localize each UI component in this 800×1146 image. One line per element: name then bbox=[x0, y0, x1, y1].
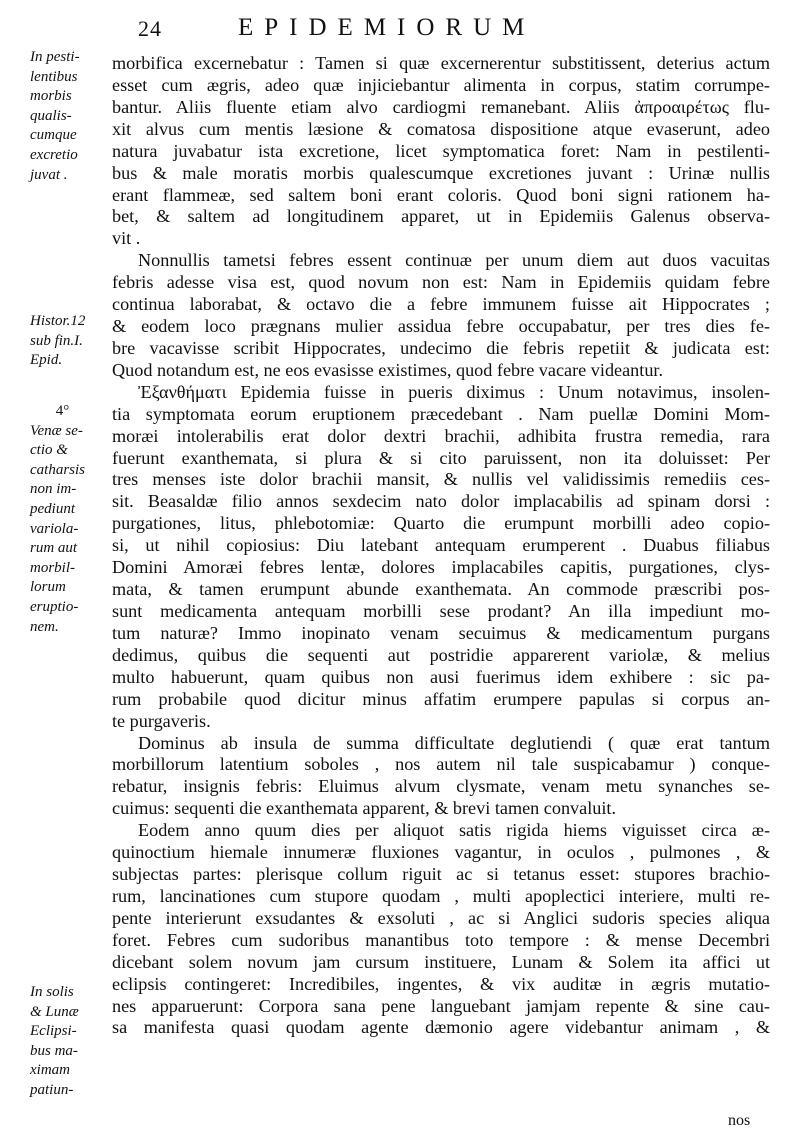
text-line: erant flammeæ, sed saltem boni erant coloris. Quod boni signi rationem ha- bbox=[112, 184, 770, 205]
text-line: tum naturæ? Immo inopinato venam secuimus & medicamentum purgans bbox=[112, 622, 770, 643]
text-line: bre vacavisse scribit Hippocrates, undecimo die febris repetiit & judicata est: bbox=[112, 337, 770, 358]
margin-note-line: morbis bbox=[30, 88, 72, 105]
margin-note-line: morbil- bbox=[30, 559, 75, 576]
margin-note-line: Eclipsi- bbox=[30, 1023, 77, 1040]
margin-note-line: catharsis bbox=[30, 461, 86, 478]
text-line: bet, & saltem ad longitudinem apparet, ut in Epidemiis Galenus observa- bbox=[112, 206, 770, 227]
margin-note-line: ximam bbox=[30, 1062, 70, 1079]
margin-note-line: nem. bbox=[30, 618, 59, 635]
text-line: xit alvus cum mentis læsione & comatosa dispositione atque evaserunt, adeo bbox=[112, 118, 770, 139]
text-line: rum probabile quod dicitur minus affatim erumpere papulas si corpus an- bbox=[112, 688, 770, 709]
margin-note-line: eruptio- bbox=[30, 598, 79, 615]
text-line: dicebant solem novum jam cursum instituere, Lunam & Solem ita affici ut bbox=[112, 951, 770, 972]
margin-note-line: sub fin.I. bbox=[30, 332, 83, 349]
text-line: purgationes, litus, phlebotomiæ: Quarto die erumpunt morbilli adeo copio- bbox=[112, 513, 770, 534]
text-line: sa manifesta quasi quodam agente dæmonio agere videbantur animam , & bbox=[112, 1017, 770, 1038]
margin-note-line: In solis bbox=[30, 984, 74, 1000]
text-line: continua laborabat, & octavo die a febre immunem fuisse ait Hippocrates ; bbox=[112, 294, 770, 315]
margin-note-line: In pesti- bbox=[30, 49, 80, 65]
text-line: te purgaveris. bbox=[112, 710, 211, 731]
text-line: bus & male moratis morbis qualescumque excretiones juvant : Urinæ nullis bbox=[112, 162, 770, 183]
text-line: Eodem anno quum dies per aliquot satis rigida hiems viguisset circa æ- bbox=[138, 820, 770, 841]
text-line: & eodem loco prægnans mulier assidua febre occupabatur, per tres dies fe- bbox=[112, 316, 770, 337]
page-number: 24 bbox=[138, 16, 162, 41]
margin-note-line: bus ma- bbox=[30, 1042, 78, 1059]
margin-note-line: non im- bbox=[30, 481, 77, 498]
text-line: subjectas partes: plerisque collum riguit ac si tetanus esset: stupores brachio- bbox=[112, 864, 770, 885]
text-line: si, ut nihil copiosius: Diu latebant antequam erumperent . Duabus filiabus bbox=[112, 535, 770, 556]
margin-note-line: rum aut bbox=[30, 540, 78, 557]
text-line: fuerunt exanthemata, si plura & si cito paruissent, non ita doluisset: Per bbox=[112, 447, 770, 468]
text-line: rum, lancinationes cum stupore quodam , multi apoplectici interiere, multi re- bbox=[112, 885, 770, 906]
text-line: pente interierunt exsudantes & exsoluti , ac si Anglici sudoris species aliqua bbox=[112, 907, 770, 928]
text-line: eclipsis contingeret: Incredibiles, ingentes, & vix auditæ in ægris mutatio- bbox=[112, 973, 770, 994]
text-line: natura juvabatur ista excretione, licet symptomatica foret: Nam in pestilenti- bbox=[112, 140, 770, 161]
margin-note-line: pediunt bbox=[30, 500, 75, 517]
margin-note-line: Venæ se- bbox=[30, 422, 83, 439]
text-line: vit . bbox=[112, 228, 141, 249]
text-line: cuimus: sequenti die exanthemata apparent, & brevi tamen convaluit. bbox=[112, 798, 617, 819]
text-line: Ἐξανθήματι Epidemia fuisse in pueris diximus : Unum notavimus, insolen- bbox=[138, 381, 770, 402]
text-line: esset cum ægris, adeo quæ injiciebantur alimenta in corpus, statim corrumpe- bbox=[112, 74, 770, 95]
text-line: morbillorum latentium soboles , nos autem nil tale suspicabamur ) conque- bbox=[112, 754, 770, 775]
text-line: foret. Febres cum sudoribus manantibus toto tempore : & mense Decembri bbox=[112, 929, 770, 950]
margin-note-line: Histor.12 bbox=[30, 313, 86, 329]
running-title: EPIDEMIORUM bbox=[238, 14, 536, 41]
text-line: tres menses iste dolor brachii mansit, & nullis vel validissimis remediis ces- bbox=[112, 469, 770, 490]
margin-note-line: ctio & bbox=[30, 442, 68, 459]
text-line: Nonnullis tametsi febres essent continuæ per unum diem aut duos vacuitas bbox=[138, 250, 770, 271]
margin-note-line: variola- bbox=[30, 520, 79, 537]
text-line: quinoctium hiemale innumeræ fluxiones vagantur, in oculos , pulmones , & bbox=[112, 842, 770, 863]
text-line: multo habuerunt, quam quibus non ausi fuerimus idem exhibere : sic pa- bbox=[112, 666, 770, 687]
text-line: mata, & tamen erumpunt abunde exanthemata. An commode præscribi pos- bbox=[112, 579, 770, 600]
text-line: Quod notandum est, ne eos evasisse existimes, quod febre vacare videantur. bbox=[112, 359, 664, 380]
text-line: bantur. Aliis fluente etiam alvo cardiogmi remanebant. Aliis ἀπροαιρέτως flu- bbox=[112, 96, 770, 117]
margin-note-line: & Lunæ bbox=[30, 1003, 79, 1020]
margin-note-line: lentibus bbox=[30, 68, 78, 85]
margin-note-line: Epid. bbox=[30, 352, 63, 369]
text-line: sunt medicamenta antequam morbilli sese prodant? An illa impediunt mo- bbox=[112, 601, 770, 621]
margin-note-line: patiun- bbox=[30, 1081, 74, 1098]
margin-note-number: 4° bbox=[55, 403, 70, 419]
text-line: Domini Amoræi febres lentæ, dolores implacabiles capitis, purgationes, clys- bbox=[112, 557, 770, 578]
text-line: tia symptomata eorum eruptionem præcedebant . Nam puellæ Domini Mom- bbox=[112, 403, 770, 424]
margin-note-line: lorum bbox=[30, 579, 66, 596]
text-line: rebatur, insignis febris: Eluimus alvum clysmate, venam metu synanches se- bbox=[112, 776, 770, 797]
catchword: nos bbox=[728, 1112, 751, 1129]
text-line: febris adesse visa est, quod novum non est: Nam in Epidemiis quidam febre bbox=[112, 272, 770, 293]
margin-note-line: qualis- bbox=[30, 107, 72, 124]
text-line: sit. Beasaldæ filio annos sexdecim nato dolor implacabilis ad spinam dorsi : bbox=[112, 491, 770, 512]
text-line: Dominus ab insula de summa difficultate deglutiendi ( quæ erat tantum bbox=[138, 732, 770, 753]
text-line: moræi intolerabilis erat dolor dextri brachii, adhibita frustra remedia, rara bbox=[112, 425, 770, 446]
text-line: nes apparuerunt: Corpora sana pene languebant jamjam repente & sine cau- bbox=[112, 995, 770, 1016]
margin-note-line: cumque bbox=[30, 127, 77, 144]
text-line: dedimus, quibus die sequenti aut postridie apparerent variolæ, & melius bbox=[112, 644, 770, 665]
margin-note-line: juvat . bbox=[30, 166, 68, 183]
margin-note-line: excretio bbox=[30, 146, 78, 163]
text-line: morbifica excernebatur : Tamen si quæ excernerentur substitissent, deterius actum bbox=[112, 53, 770, 73]
